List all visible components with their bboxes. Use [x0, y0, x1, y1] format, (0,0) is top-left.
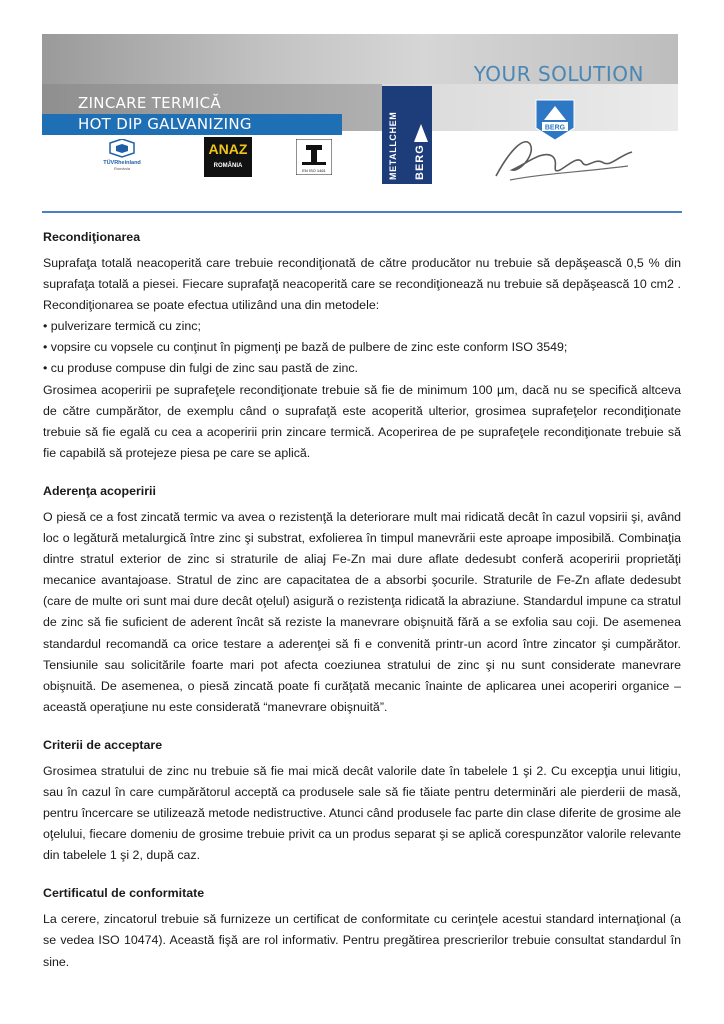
paragraph: Grosimea stratului de zinc nu trebuie să fie mai mică decât valorile date în tabelele 1 şi 2. Cu excepţia unui litigiu, sau în cazul în care cumpărătorul acceptă ca produsele sale să fie tăiate pentru determinări ale pierderii de masă, pentru încercare se utilizează metode nedistructive. Atunci când produsele fac parte din clase diferite de grosime ale oţelului, fiecare domeniu de grosime trebuie privit ca un produs separat şi se aplică corespunzător valorile relevante din tabelele 1 şi 2, după caz. [43, 763, 681, 863]
paragraph: O piesă ce a fost zincată termic va avea o rezistenţă la deteriorare mult mai ridicată decât în cazul vopsirii şi, având loc o legătură metalurgică între zinc şi substrat, exfolierea în timpul manevrării este aproape imposibilă. Combinaţia dintre stratul exterior de zinc si straturile de aliaj Fe-Zn mai dure aflate dedesubt conferă acoperirii proprietăţi mecanice avantajoase. Stratul de zinc are capacitatea de a absorbi şocurile. Straturile de Fe-Zn aflate dedesubt (care de multe ori sunt mai dure decât oţelul) asigură o rezistenţa ridicată la abraziune. Standardul impune ca stratul de zinc să fie suficient de aderent încât să reziste la manevrare obişnuită fără a se exfolia sau coji. De asemenea standardul recomandă ca orice testare a aderenţei să fi e convenită printr-un acord între zincator şi cumpărător. Tensiunile sau solicitările foarte mari pot afecta coeziunea stratului de zinc şi nu sunt considerate manevrare obişnuită. De asemenea, o piesă zincată poate fi curăţată mecanic înainte de aplicarea unei acoperiri organice – această operaţiune nu este considerată “manevrare obişnuită”. [43, 509, 681, 714]
tagline: YOUR SOLUTION [473, 62, 644, 86]
tuv-logo-icon [102, 139, 142, 173]
section-reconditionare [43, 227, 681, 464]
paragraph: Suprafaţa totală neacoperită care trebuie recondiţionată de către producător nu trebuie să depăşească 0,5 % din suprafaţa totală a piesei. Fiecare suprafaţă neacoperită care se recondiţionează nu trebuie să depăşească 10 cm2 . Recondiţionarea se poate efectua utilizând una din metodele: [43, 256, 681, 313]
tuv-name: TÜVRheinland [103, 160, 141, 166]
metallchem-berg: BERG [414, 144, 426, 180]
berg-triangle-icon [412, 122, 430, 144]
title-english-bar [42, 114, 342, 135]
section-aderenta [43, 481, 681, 718]
anaz-name: ANAZ [208, 141, 248, 157]
anaz-logo-icon [204, 137, 252, 177]
metallchem-name: METALLCHEM [388, 111, 398, 180]
bullet-item: • cu produse compuse din fulgi de zinc sau pastă de zinc. [43, 361, 358, 376]
iso-logo-icon [296, 139, 332, 175]
bullet-item: • pulverizare termică cu zinc; [43, 319, 201, 334]
header-banner [42, 34, 678, 187]
metallchem-logo-icon [382, 86, 432, 184]
section-heading: Certificatul de conformitate [43, 886, 205, 901]
document-body [43, 227, 681, 990]
paragraph: La cerere, zincatorul trebuie să furnizeze un certificat de conformitate cu cerinţele acestui standard internaţional (a se vedea ISO 10474). Această fişă are rol informativ. Pentru pregătirea prescrierilor trebuie consultat standardul în sine. [43, 912, 681, 969]
title-english: HOT DIP GALVANIZING [78, 115, 252, 133]
section-certificat [43, 883, 681, 972]
section-heading: Recondiţionarea [43, 230, 141, 244]
title-romanian: ZINCARE TERMICĂ [78, 94, 221, 112]
header-divider [42, 211, 682, 213]
bullet-item: • vopsire cu vopsele cu conţinut în pigmenţi pe bază de pulbere de zinc este conform ISO 3549; [43, 340, 568, 355]
iso-label: EN ISO 1461 [302, 168, 326, 173]
paragraph: Grosimea acoperirii pe suprafeţele recondiţionate trebuie să fie de minimum 100 µm, dacă nu se specifică altceva de către cumpărător, de exemplu când o suprafaţă este acoperită ulterior, grosimea suprafeţelor recondiţionate trebuie să fie egală cu cea a acoperirii prin zincare termică. Acoperirea de pe suprafeţele recondiţionate trebuie să fie capabilă să protejeze piesa pe care se aplică. [43, 382, 681, 460]
berg-name: BERG [544, 124, 566, 132]
section-heading: Criterii de acceptare [43, 737, 163, 752]
section-heading: Aderenţa acoperirii [43, 483, 156, 498]
signature-icon [490, 130, 640, 186]
section-criterii [43, 735, 681, 866]
tuv-sub: România [113, 166, 131, 171]
anaz-sub: ROMÂNIA [213, 163, 243, 169]
